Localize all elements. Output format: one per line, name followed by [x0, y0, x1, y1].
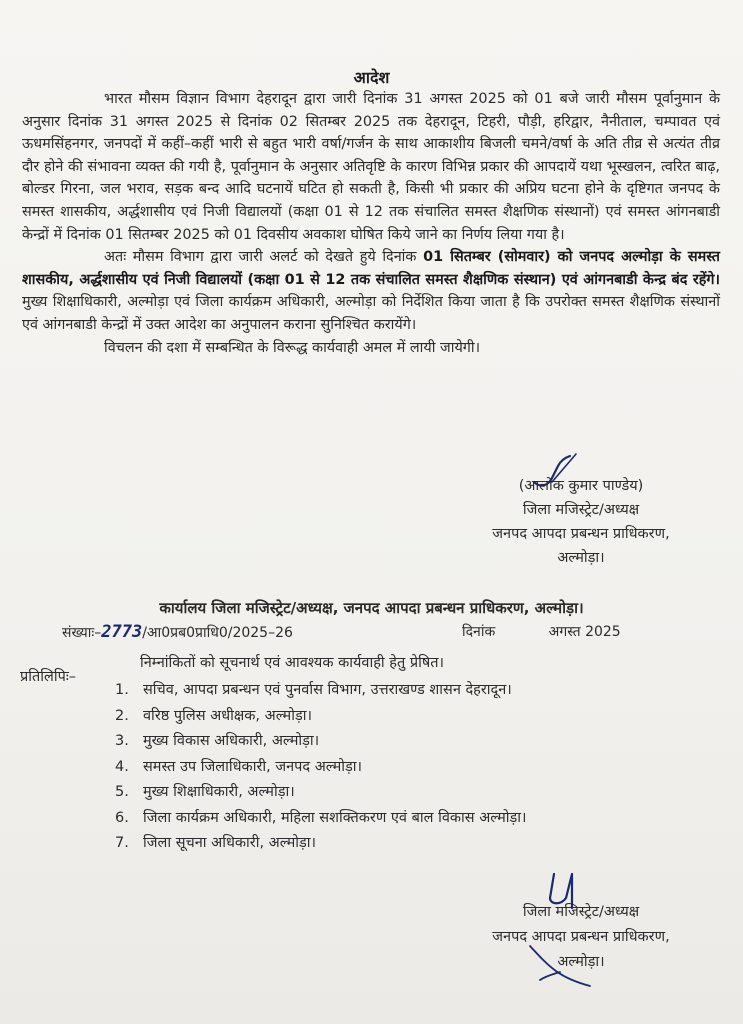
reference-date	[462, 622, 621, 641]
order-heading: आदेश	[353, 68, 390, 87]
reference-suffix: /आ0प्रब0प्राधि0/2025–26	[142, 625, 293, 641]
list-item: 6. जिला कार्यक्रम अधिकारी, महिला सशक्तिकरण एवं बाल विकास अल्मोड़ा।	[115, 809, 527, 826]
date-value: अगस्त 2025	[548, 624, 621, 640]
signatory-designation: जिला मजिस्ट्रेट/अध्यक्ष	[522, 502, 640, 518]
order-body	[22, 88, 720, 359]
paragraph-2-instruction: मुख्य शिक्षाधिकारी, अल्मोड़ा एवं जिला कार्यक्रम अधिकारी, अल्मोड़ा को निर्देशित किया जाता है कि उपरोक्त समस्त शैक्षणिक संस्थानों एवं आंगनबाडी केन्द्रों में उक्त आदेश का अनुपालन कराना सुनिश्चित करायेंगे।	[22, 294, 720, 333]
signature-block-2	[446, 900, 716, 975]
paragraph-3: विचलन की दशा में सम्बन्धित के विरूद्ध कार्यवाही अमल में लायी जायेगी।	[104, 339, 481, 356]
list-item: 7. जिला सूचना अधिकारी, अल्मोड़ा।	[115, 835, 317, 851]
paragraph-1: भारत मौसम विज्ञान विभाग देहरादून द्वारा जारी दिनांक 31 अगस्त 2025 को 01 बजे जारी मौसम पूर्वानुमान के अनुसार दिनांक 31 अगस्त 2025 से दिनांक 02 सितम्बर 2025 तक देहरादून, टिहरी, पौड़ी, हरिद्वार, नैनीताल, चम्पावत एवं ऊधमसिंहनगर, जनपदों में कहीं–कहीं भारी से बहुत भारी वर्षा/गर्जन के साथ आकाशीय बिजली चमने/वर्षा के अति तीव्र से अत्यंत तीव्र दौर होने की संभावना व्यक्त की गयी है, पूर्वानुमान के अनुसार अतिवृष्टि के कारण विभिन्न प्रकार की आपदायें यथा भूस्खलन, त्वरित बाढ़, बोल्डर गिरना, जल भराव, सड़क बन्द आदि घटनायें घटित हो सकती है, किसी भी प्रकार की अप्रिय घटना होने के दृष्टिगत जनपद के समस्त शासकीय, अर्द्धशासीय एवं निजी विद्यालयों (कक्षा 01 से 12 तक संचालित समस्त शैक्षणिक संस्थानों) एवं समस्त आंगनबाडी केन्द्रों में दिनांक 01 सितम्बर 2025 को 01 दिवसीय अवकाश घोषित किये जाने का निर्णय लिया गया है।	[22, 91, 720, 243]
paragraph-2	[22, 246, 720, 336]
paragraph-2-decision: 01 सितम्बर (सोमवार) को जनपद अल्मोड़ा के समस्त शासकीय, अर्द्धशासीय एवं निजी विद्यालयों (कक्षा 01 से 12 तक संचालित समस्त शैक्षणिक संस्थान) एवं आंगनबाडी केन्द्र बंद रहेंगे।	[22, 249, 720, 288]
signatory-authority: जनपद आपदा प्रबन्धन प्राधिकरण,	[492, 526, 670, 542]
signatory-name: (आलोक कुमार पाण्डेय)	[518, 478, 644, 494]
signature-block-1	[446, 474, 716, 570]
copy-intro: निम्नांकितों को सूचनार्थ एवं आवश्यक कार्यवाही हेतु प्रेषित।	[140, 655, 444, 671]
date-label: दिनांक	[462, 624, 496, 640]
copy-label: प्रतिलिपिः–	[20, 669, 77, 685]
office-line: कार्यालय जिला मजिस्ट्रेट/अध्यक्ष, जनपद आपदा प्रबन्धन प्राधिकरण, अल्मोड़ा।	[159, 599, 584, 617]
signatory-place-2: अल्मोड़ा।	[557, 954, 605, 970]
signatory-designation-2: जिला मजिस्ट्रेट/अध्यक्ष	[522, 904, 640, 920]
reference-number: 2773	[101, 622, 143, 642]
list-item: 2. वरिष्ठ पुलिस अधीक्षक, अल्मोड़ा।	[115, 707, 312, 724]
paragraph-2-intro: अतः मौसम विभाग द्वारा जारी अलर्ट को देखते हुये दिनांक	[104, 249, 417, 266]
signatory-authority-2: जनपद आपदा प्रबन्धन प्राधिकरण,	[492, 929, 670, 945]
reference-label: संख्याः–	[62, 625, 102, 641]
list-item: 5. मुख्य शिक्षाधिकारी, अल्मोड़ा।	[115, 784, 295, 800]
reference-line	[62, 622, 682, 642]
recipient-list	[115, 678, 527, 857]
signatory-place: अल्मोड़ा।	[557, 550, 605, 566]
list-item: 1. सचिव, आपदा प्रबन्धन एवं पुनर्वास विभाग, उत्तराखण्ड शासन देहरादून।	[115, 682, 512, 698]
list-item: 4. समस्त उप जिलाधिकारी, जनपद अल्मोड़ा।	[115, 758, 363, 775]
list-item: 3. मुख्य विकास अधिकारी, अल्मोड़ा।	[115, 733, 320, 749]
